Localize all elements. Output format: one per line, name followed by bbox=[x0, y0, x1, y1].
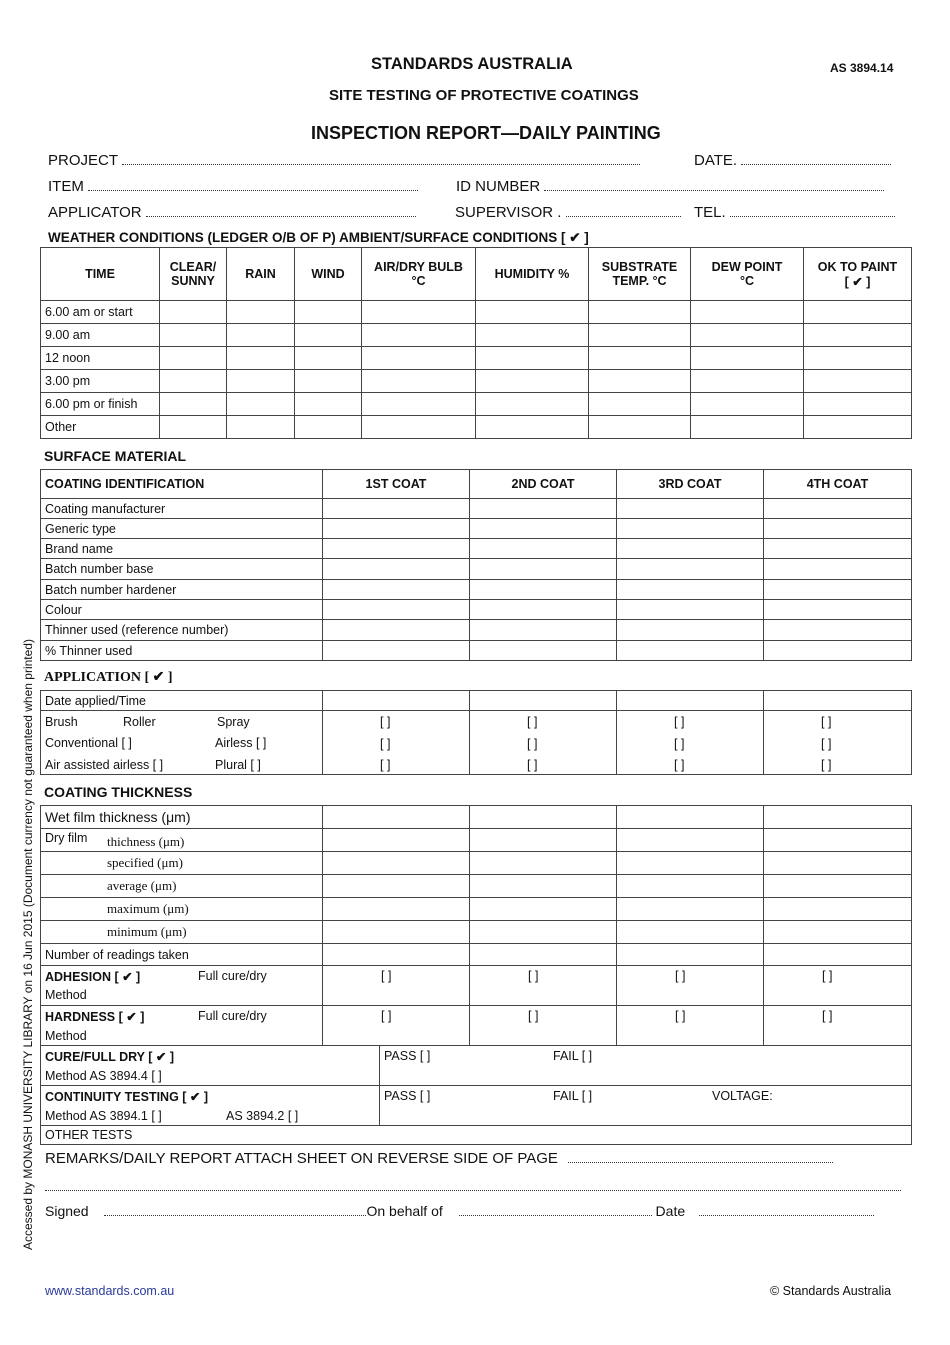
table-row: Number of readings taken bbox=[41, 944, 912, 966]
spray-option[interactable]: Spray bbox=[217, 715, 250, 729]
application-heading: APPLICATION [ ✔ ] bbox=[44, 670, 173, 685]
id-number-field[interactable]: ID NUMBER bbox=[456, 178, 906, 195]
row-label: 6.00 am or start bbox=[41, 301, 160, 324]
col-ok: OK TO PAINT [ ✔ ] bbox=[804, 248, 912, 301]
row-label: 6.00 pm or finish bbox=[41, 393, 160, 416]
checkbox[interactable]: [ ] bbox=[527, 758, 538, 772]
voltage-label: VOLTAGE: bbox=[712, 1089, 773, 1103]
table-row: Generic type bbox=[41, 519, 912, 539]
table-row: minimum (μm) bbox=[41, 921, 912, 944]
table-row: Dry film thichness (μm) bbox=[41, 829, 912, 852]
checkbox[interactable]: [ ] bbox=[380, 715, 391, 729]
table-row: Brand name bbox=[41, 539, 912, 559]
tel-field[interactable]: TEL. bbox=[694, 204, 904, 221]
cure-method-checkbox[interactable]: Method AS 3894.4 [ ] bbox=[45, 1069, 162, 1083]
remarks-line[interactable] bbox=[45, 1190, 901, 1191]
roller-option[interactable]: Roller bbox=[123, 715, 156, 729]
signed-field[interactable] bbox=[104, 1215, 366, 1216]
continuity-pass-checkbox[interactable]: PASS [ ] bbox=[384, 1089, 431, 1103]
col-time: TIME bbox=[41, 248, 160, 301]
continuity-row: CONTINUITY TESTING [ ✔ ] Method AS 3894.1 [ ] AS 3894.2 [ ] PASS [ ] FAIL [ ] VOLTAGE: bbox=[41, 1086, 912, 1126]
cure-pass-checkbox[interactable]: PASS [ ] bbox=[384, 1049, 431, 1063]
table-row: specified (μm) bbox=[41, 852, 912, 875]
table-row: % Thinner used bbox=[41, 641, 912, 661]
checkbox[interactable]: [ ] bbox=[528, 1009, 539, 1023]
table-row: Date applied/Time bbox=[41, 691, 912, 711]
weather-heading: WEATHER CONDITIONS (LEDGER O/B OF P) AMBIENT/SURFACE CONDITIONS [ ✔ ] bbox=[48, 230, 589, 245]
table-row: Batch number hardener bbox=[41, 580, 912, 600]
checkbox[interactable]: [ ] bbox=[821, 715, 832, 729]
checkbox[interactable]: [ ] bbox=[675, 1009, 686, 1023]
col-substrate: SUBSTRATE TEMP. °C bbox=[589, 248, 691, 301]
table-row bbox=[41, 301, 912, 324]
checkbox[interactable]: [ ] bbox=[674, 715, 685, 729]
table-row: average (μm) bbox=[41, 875, 912, 898]
date-field[interactable]: DATE. bbox=[694, 152, 904, 169]
table-row bbox=[41, 347, 912, 370]
row-label: 3.00 pm bbox=[41, 370, 160, 393]
checkbox[interactable]: [ ] bbox=[527, 737, 538, 751]
thickness-table bbox=[40, 805, 912, 1046]
table-row: maximum (μm) bbox=[41, 898, 912, 921]
col-dew: DEW POINT °C bbox=[691, 248, 804, 301]
table-row bbox=[41, 416, 912, 439]
surface-table bbox=[40, 469, 912, 661]
dry-film-label: Dry film bbox=[45, 831, 88, 845]
col-air: AIR/DRY BULB °C bbox=[362, 248, 476, 301]
checkbox[interactable]: [ ] bbox=[674, 758, 685, 772]
table-row bbox=[41, 393, 912, 416]
org-title: STANDARDS AUSTRALIA bbox=[371, 55, 573, 73]
col-humidity: HUMIDITY % bbox=[476, 248, 589, 301]
col-coat-4: 4TH COAT bbox=[764, 470, 912, 499]
tests-table bbox=[40, 1045, 912, 1145]
row-label: 9.00 am bbox=[41, 324, 160, 347]
supervisor-field[interactable]: SUPERVISOR . bbox=[455, 204, 690, 221]
thickness-heading: COATING THICKNESS bbox=[44, 784, 193, 800]
checkbox[interactable]: [ ] bbox=[380, 758, 391, 772]
weather-table bbox=[40, 247, 912, 439]
signature-row bbox=[45, 1203, 911, 1219]
col-coat-3: 3RD COAT bbox=[617, 470, 764, 499]
other-tests-row: OTHER TESTS bbox=[41, 1126, 912, 1145]
cure-fail-checkbox[interactable]: FAIL [ ] bbox=[553, 1049, 593, 1063]
table-row: Thinner used (reference number) bbox=[41, 620, 912, 641]
adhesion-row: ADHESION [ ✔ ] Full cure/dry Method [ ] [ ] [ ] [ ] bbox=[41, 966, 912, 1006]
access-note: Accessed by MONASH UNIVERSITY LIBRARY on 16 Jun 2015 (Document currency not guaranteed when printed) bbox=[21, 639, 35, 1250]
table-row: Coating manufacturer bbox=[41, 499, 912, 519]
website-link[interactable]: www.standards.com.au bbox=[45, 1284, 175, 1298]
table-row bbox=[41, 711, 912, 775]
row-label: Other bbox=[41, 416, 160, 439]
col-coat-2: 2ND COAT bbox=[470, 470, 617, 499]
applicator-field[interactable]: APPLICATOR bbox=[48, 204, 438, 221]
conventional-option[interactable]: Conventional [ ] bbox=[45, 736, 132, 750]
item-field[interactable]: ITEM bbox=[48, 178, 433, 195]
brush-option[interactable]: Brush bbox=[45, 715, 78, 729]
cure-row: CURE/FULL DRY [ ✔ ] Method AS 3894.4 [ ] PASS [ ] FAIL [ ] bbox=[41, 1046, 912, 1086]
table-row: Wet film thickness (μm) bbox=[41, 806, 912, 829]
col-coating-id: COATING IDENTIFICATION bbox=[41, 470, 323, 499]
checkbox[interactable]: [ ] bbox=[528, 969, 539, 983]
checkbox[interactable]: [ ] bbox=[674, 737, 685, 751]
air-assisted-option[interactable]: Air assisted airless [ ] bbox=[45, 758, 164, 772]
standard-code: AS 3894.14 bbox=[830, 61, 894, 75]
plural-option[interactable]: Plural [ ] bbox=[215, 758, 261, 772]
checkbox[interactable]: [ ] bbox=[381, 1009, 392, 1023]
table-row bbox=[41, 324, 912, 347]
signed-label: Signed bbox=[45, 1203, 89, 1219]
col-coat-1: 1ST COAT bbox=[323, 470, 470, 499]
table-row: Batch number base bbox=[41, 559, 912, 580]
page-title: INSPECTION REPORT—DAILY PAINTING bbox=[311, 123, 661, 143]
table-row bbox=[41, 370, 912, 393]
surface-heading: SURFACE MATERIAL bbox=[44, 448, 187, 464]
hardness-row: HARDNESS [ ✔ ] Full cure/dry Method [ ] [ ] [ ] [ ] bbox=[41, 1006, 912, 1046]
checkbox[interactable]: [ ] bbox=[381, 969, 392, 983]
airless-option[interactable]: Airless [ ] bbox=[215, 736, 267, 750]
sign-date-label: Date bbox=[655, 1203, 686, 1219]
subtitle: SITE TESTING OF PROTECTIVE COATINGS bbox=[329, 87, 639, 104]
checkbox[interactable]: [ ] bbox=[380, 737, 391, 751]
continuity-fail-checkbox[interactable]: FAIL [ ] bbox=[553, 1089, 593, 1103]
copyright: © Standards Australia bbox=[770, 1284, 892, 1298]
on-behalf-label: On behalf of bbox=[366, 1203, 443, 1219]
col-clear: CLEAR/ SUNNY bbox=[160, 248, 227, 301]
checkbox[interactable]: [ ] bbox=[822, 1009, 833, 1023]
application-table bbox=[40, 690, 912, 775]
col-wind: WIND bbox=[295, 248, 362, 301]
continuity-method1-checkbox[interactable]: Method AS 3894.1 [ ] bbox=[45, 1109, 162, 1123]
row-label: 12 noon bbox=[41, 347, 160, 370]
project-field[interactable]: PROJECT bbox=[48, 152, 660, 169]
method-options bbox=[41, 711, 323, 775]
on-behalf-field[interactable] bbox=[459, 1215, 652, 1216]
table-row: Colour bbox=[41, 600, 912, 620]
checkbox[interactable]: [ ] bbox=[822, 969, 833, 983]
checkbox[interactable]: [ ] bbox=[821, 758, 832, 772]
checkbox[interactable]: [ ] bbox=[821, 737, 832, 751]
remarks-field[interactable]: REMARKS/DAILY REPORT ATTACH SHEET ON REVERSE SIDE OF PAGE bbox=[45, 1150, 911, 1167]
continuity-method2-checkbox[interactable]: AS 3894.2 [ ] bbox=[226, 1109, 299, 1123]
sign-date-field[interactable] bbox=[699, 1215, 874, 1216]
col-rain: RAIN bbox=[227, 248, 295, 301]
checkbox[interactable]: [ ] bbox=[527, 715, 538, 729]
checkbox[interactable]: [ ] bbox=[675, 969, 686, 983]
